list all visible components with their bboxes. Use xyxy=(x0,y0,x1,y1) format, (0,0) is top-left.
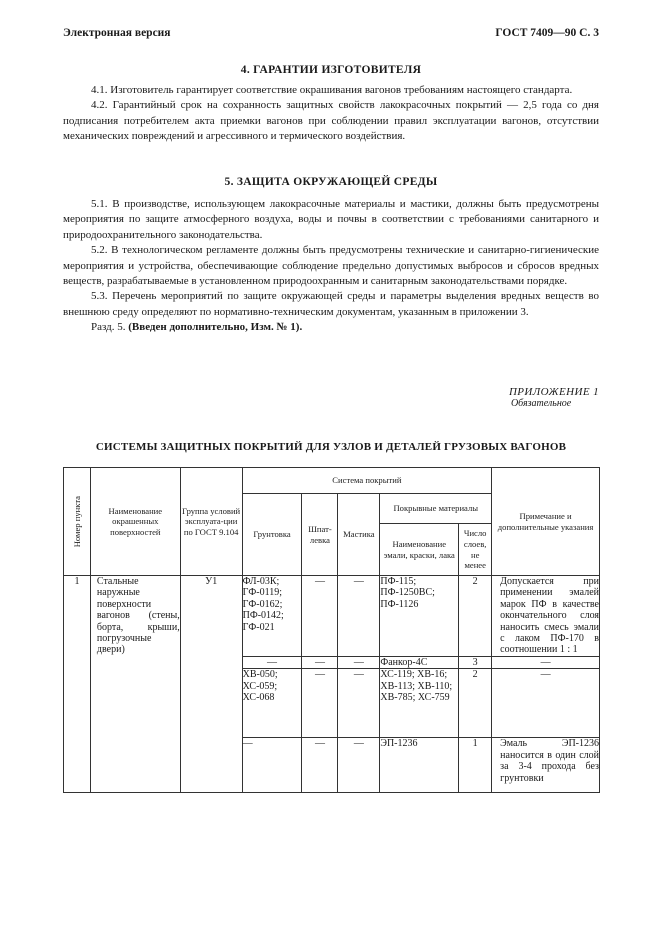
r4-putty: — xyxy=(302,738,338,793)
header-note: Примечание и дополнительные указания xyxy=(492,468,600,576)
section-5-body xyxy=(63,197,599,336)
r1-primer: ФЛ-03К; ГФ-0119; ГФ-0162; ПФ-0142; ГФ-021 xyxy=(242,576,302,657)
r1-enamel: ПФ-115; ПФ-1250ВС; ПФ-1126 xyxy=(380,576,459,657)
note-prefix: Разд. 5. xyxy=(91,321,126,334)
r4-enamel: ЭП-1236 xyxy=(380,738,459,793)
r1-mastic: — xyxy=(338,576,380,657)
r1-note: Допускается при применении эмалей марок ПФ в качестве окончательного слоя наносить смесь эмали с лаком ПФ-170 в соотношении 1 : 1 xyxy=(492,576,600,657)
paragraph-5-3: 5.3. Перечень мероприятий по защите окружающей среды и параметры выделения вредных веществ во внешнюю среду определяют по нормативно-техническим документам, указанным в приложении 3. xyxy=(63,290,599,318)
section-5-title: 5. ЗАЩИТА ОКРУЖАЮЩЕЙ СРЕДЫ xyxy=(224,176,438,188)
r2-layers: 3 xyxy=(459,657,492,669)
r2-primer: — xyxy=(242,657,302,669)
header-right: ГОСТ 7409—90 С. 3 xyxy=(495,27,599,39)
table-row xyxy=(64,576,600,657)
row-number: 1 xyxy=(64,576,91,793)
section-4-title: 4. ГАРАНТИИ ИЗГОТОВИТЕЛЯ xyxy=(240,64,422,76)
section-4-body xyxy=(63,83,599,145)
paragraph-5-note xyxy=(63,320,599,335)
r3-note: — xyxy=(492,669,600,738)
r1-putty: — xyxy=(302,576,338,657)
r2-enamel: Фанкор-4С xyxy=(380,657,459,669)
appendix-status: Обязательное xyxy=(510,398,572,409)
coating-systems-table xyxy=(63,467,600,793)
header-left: Электронная версия xyxy=(63,27,171,39)
header-system: Система покрытий xyxy=(242,468,492,494)
r1-layers: 2 xyxy=(459,576,492,657)
r3-putty: — xyxy=(302,669,338,738)
r2-putty: — xyxy=(302,657,338,669)
r2-mastic: — xyxy=(338,657,380,669)
row-surface: Стальные наружные поверхности вагонов (стены, борта, крыши, погрузочные двери) xyxy=(90,576,180,793)
paragraph-4-2: 4.2. Гарантийный срок на сохранность защитных свойств лакокрасочных покрытий — 2,5 года со дня подписания потребителем акта приемки вагонов при соблюдении правил эксплуатации вагонов, отсутствии механических повреждений и агрессивного и термического воздействия. xyxy=(63,99,599,143)
r3-enamel: ХС-119; ХВ-16; ХВ-113; ХВ-110; ХВ-785; ХС-759 xyxy=(380,669,459,738)
r4-note: Эмаль ЭП-1236 наносится в один слой за 3-4 прохода без грунтовки xyxy=(492,738,600,793)
header-putty: Шпат-левка xyxy=(302,494,338,576)
r4-layers: 1 xyxy=(459,738,492,793)
note-bold: (Введен дополнительно, Изм. № 1). xyxy=(128,321,303,334)
header-mastic: Мастика xyxy=(338,494,380,576)
table-title: СИСТЕМЫ ЗАЩИТНЫХ ПОКРЫТИЙ ДЛЯ УЗЛОВ И ДЕТАЛЕЙ ГРУЗОВЫХ ВАГОНОВ xyxy=(95,441,567,453)
header-materials: Покрывные материалы xyxy=(380,494,492,524)
appendix-label: ПРИЛОЖЕНИЕ 1 xyxy=(508,386,599,398)
header-number-text: Номер пункта xyxy=(71,495,82,548)
header-surface: Наименование окрашенных поверхностей xyxy=(90,468,180,576)
row-group: У1 xyxy=(180,576,242,793)
table-header-row-1 xyxy=(64,468,600,494)
appendix-label-block xyxy=(509,386,599,409)
r2-note: — xyxy=(492,657,600,669)
paragraph-5-1: 5.1. В производстве, использующем лакокрасочные материалы и мастики, должны быть предусмотрены мероприятия по защите атмосферного воздуха, воды и почвы в соответствии с требованиями санитарного и природоохранительного законодательства. xyxy=(63,198,599,241)
r3-mastic: — xyxy=(338,669,380,738)
r3-primer: ХВ-050; ХС-059; ХС-068 xyxy=(242,669,302,738)
header-primer: Грунтовка xyxy=(242,494,302,576)
header-number xyxy=(64,468,91,576)
r4-mastic: — xyxy=(338,738,380,793)
paragraph-4-1: 4.1. Изготовитель гарантирует соответствие окрашивания вагонов требованиям настоящего стандарта. xyxy=(91,84,573,96)
header-layers: Число слоев, не менее xyxy=(459,524,492,576)
header-enamel: Наименование эмали, краски, лака xyxy=(380,524,459,576)
r3-layers: 2 xyxy=(459,669,492,738)
r4-primer: — xyxy=(242,738,302,793)
paragraph-5-2: 5.2. В технологическом регламенте должны быть предусмотрены технические и санитарно-гигиенические мероприятия и устройства, обеспечивающие соблюдение предельно допустимых выбросов и сбросов вредных веществ, разрабатываемые в установленном природоохранным и санитарным законодательствами порядке. xyxy=(63,244,599,288)
header-group: Группа условий эксплуата-ции по ГОСТ 9.104 xyxy=(180,468,242,576)
